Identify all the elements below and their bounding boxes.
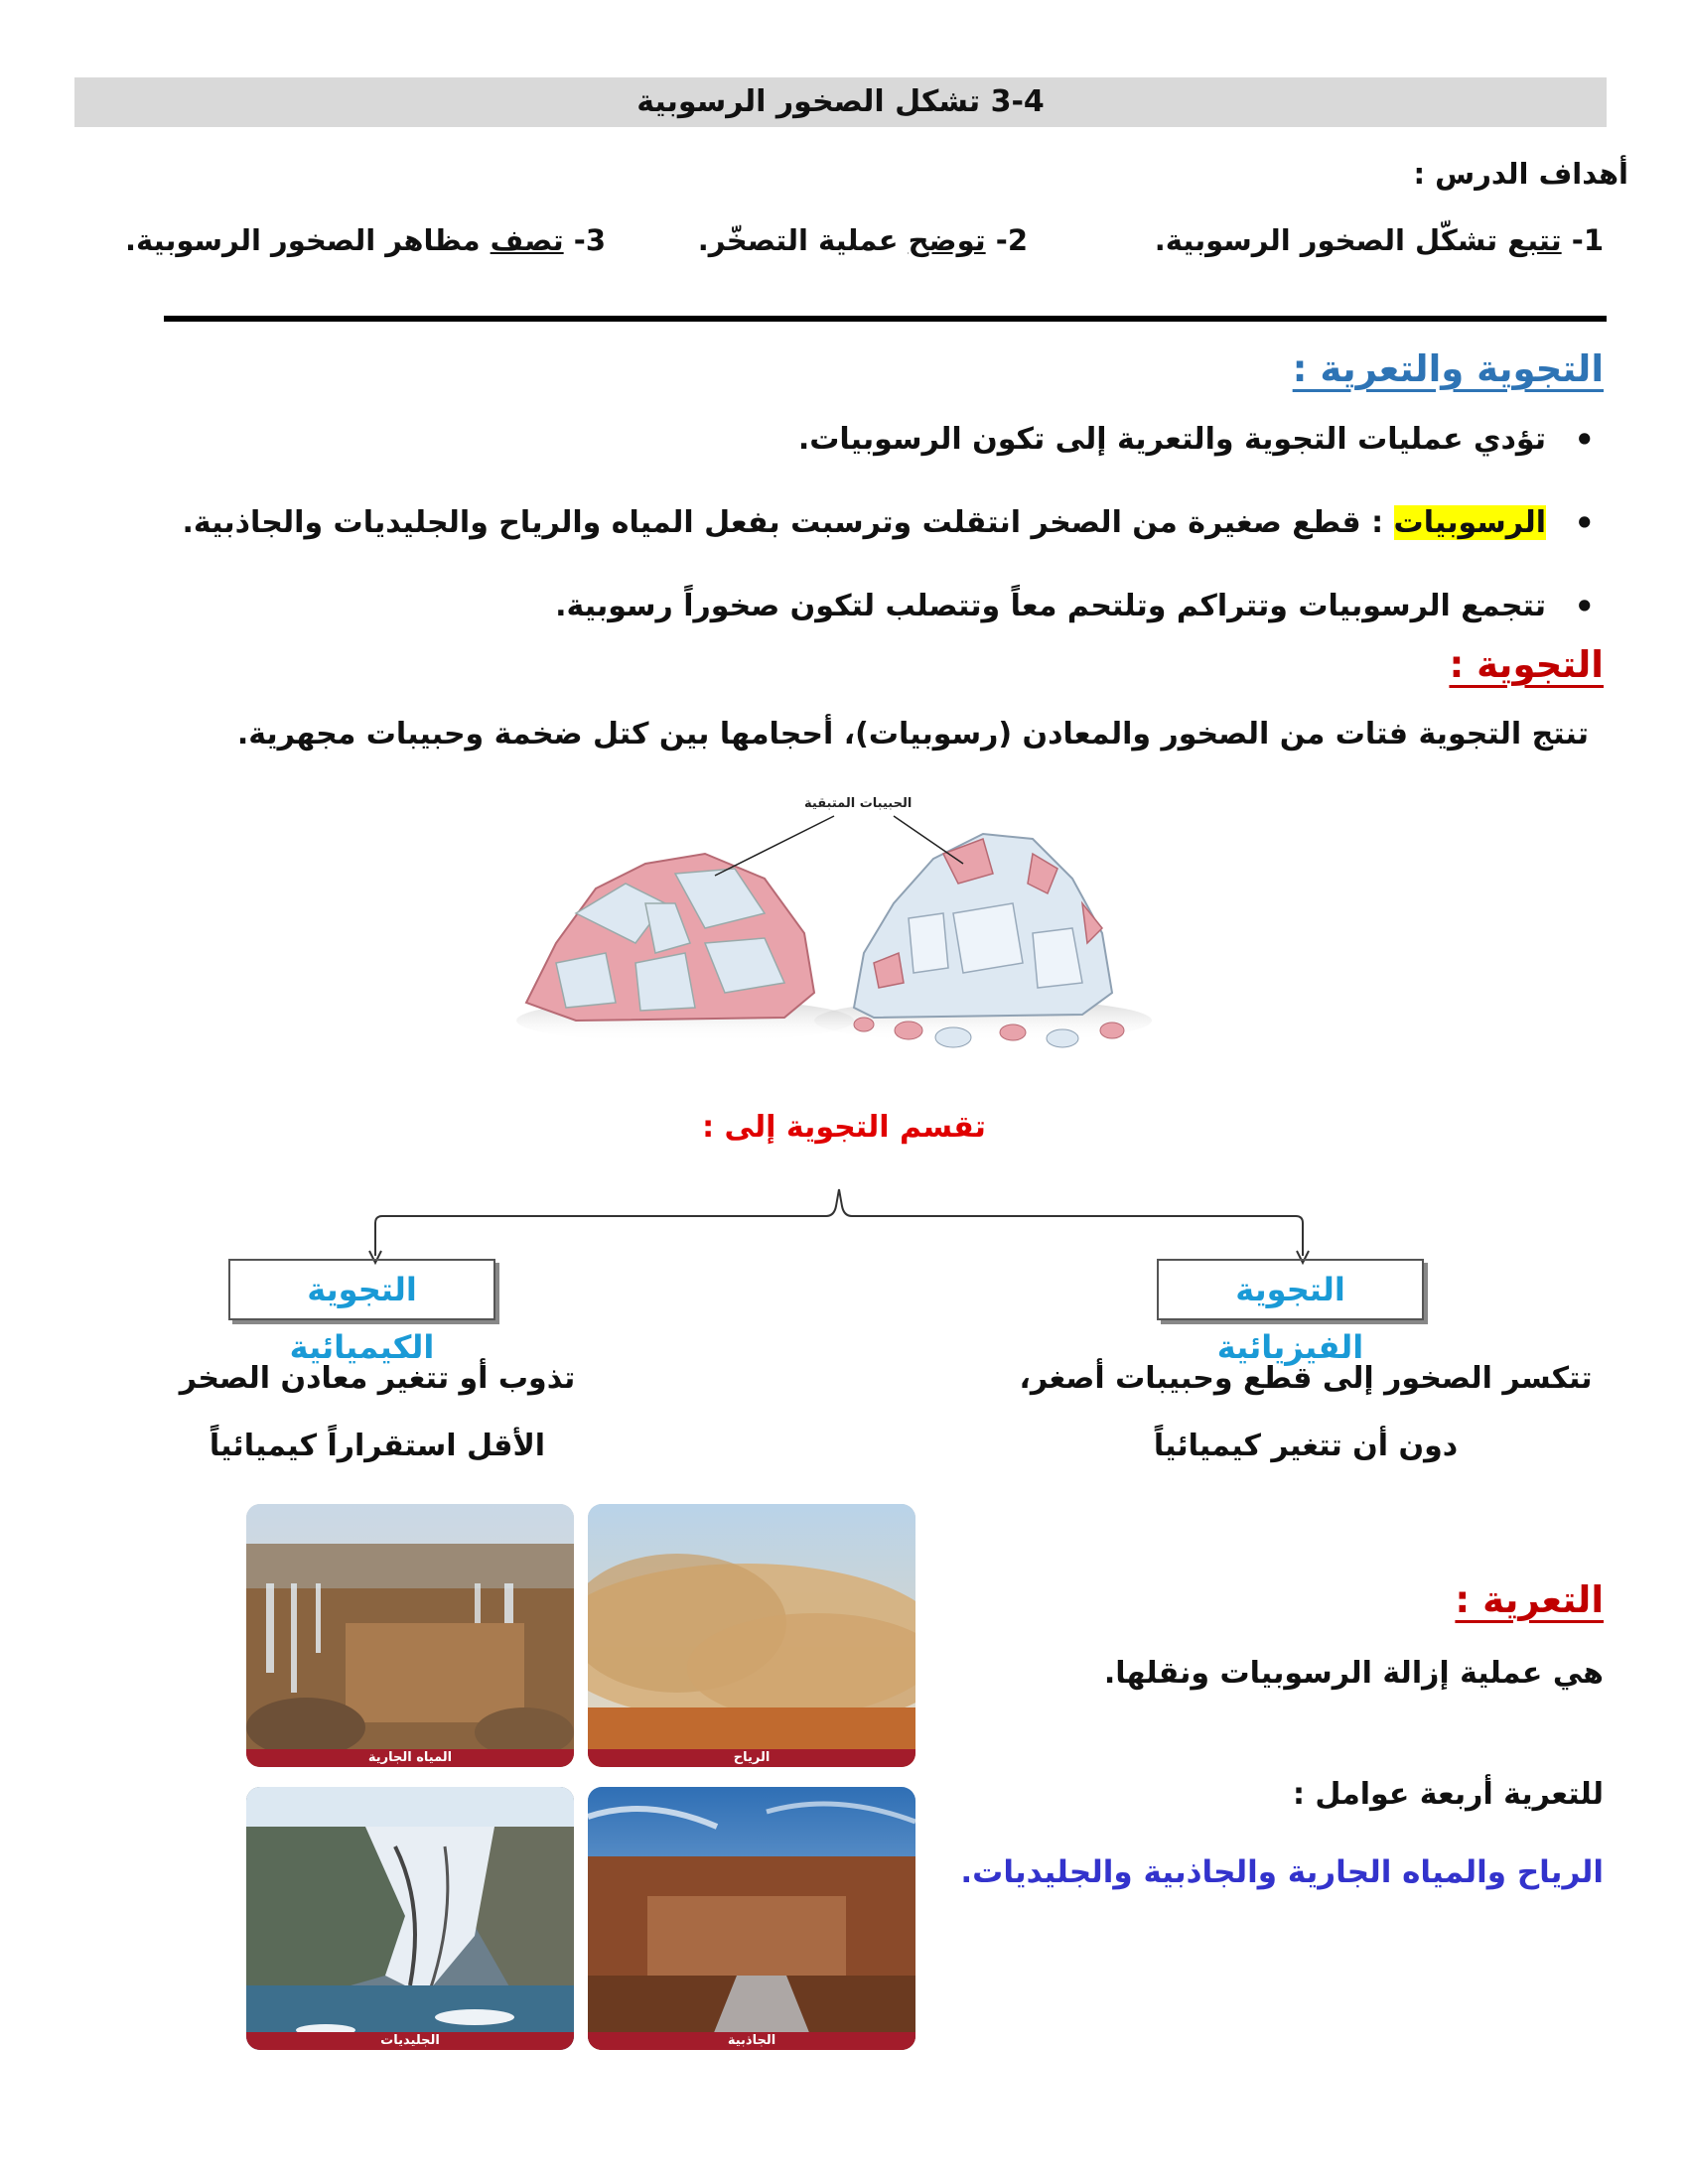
objective-number: 3- xyxy=(573,223,606,257)
erosion-heading: التعرية : xyxy=(1455,1578,1604,1621)
description-line: الأقل استقراراً كيميائياً xyxy=(209,1429,546,1463)
figure-label: الحبيبات المتبقية xyxy=(804,796,913,811)
objective-verb: تتبع xyxy=(1507,223,1562,257)
description-line: تتكسر الصخور إلى قطع وحبيبات أصغر، xyxy=(1019,1361,1593,1396)
objective-number: 2- xyxy=(995,223,1028,257)
section-divider xyxy=(164,316,1607,322)
photo-wind xyxy=(588,1504,915,1767)
photo-glaciers xyxy=(246,1787,574,2050)
objective-text: تشكّل الصخور الرسوبية. xyxy=(1154,223,1508,257)
waterfall-image xyxy=(246,1504,574,1767)
physical-weathering-box: التجوية الفيزيائية xyxy=(1157,1259,1424,1320)
erosion-factors: الرياح والمياه الجارية والجاذبية والجليديات. xyxy=(960,1854,1604,1890)
bullet-item: • تؤدي عمليات التجوية والتعرية إلى تكون الرسوبيات. xyxy=(111,417,1601,463)
bullet-item: • تتجمع الرسوبيات وتتراكم وتلتحم معاً وتتصلب لتكون صخوراً رسوبية. xyxy=(111,584,1601,629)
description-line: دون أن تتغير كيميائياً xyxy=(1153,1429,1459,1463)
weathering-text: تنتج التجوية فتات من الصخور والمعادن (رسوبيات)، أحجامها بين كتل ضخمة وحبيبات مجهرية. xyxy=(236,717,1589,751)
physical-weathering-description xyxy=(1018,1345,1594,1480)
classification-brace xyxy=(367,1181,1311,1271)
erosion-factors-label: للتعرية أربعة عوامل : xyxy=(1292,1777,1604,1812)
weathering-erosion-heading: التجوية والتعرية : xyxy=(1292,347,1604,390)
rock-weathering-figure xyxy=(516,794,1152,1052)
bullet-text: : قطع صغيرة من الصخر انتقلت وترسبت بفعل المياه والرياح والجليديات والجاذبية. xyxy=(182,505,1394,540)
rock-illustration xyxy=(516,794,1152,1052)
canyon-image xyxy=(588,1787,915,2050)
photo-gravity xyxy=(588,1787,915,2050)
lesson-title: 3-4 تشكل الصخور الرسوبية xyxy=(74,77,1607,127)
brace-lines xyxy=(367,1181,1311,1271)
objective-3 xyxy=(125,223,606,257)
sandstorm-image xyxy=(588,1504,915,1767)
objective-2 xyxy=(698,223,1028,257)
chemical-weathering-box: التجوية الكيميائية xyxy=(228,1259,495,1320)
weathering-heading: التجوية : xyxy=(1449,643,1604,686)
objective-verb: توضح xyxy=(908,223,986,257)
chemical-weathering-description xyxy=(169,1345,586,1480)
photo-caption: المياه الجارية xyxy=(246,1749,574,1767)
weathering-divides-label: تقسم التجوية إلى : xyxy=(702,1110,986,1145)
photo-caption: الجاذبية xyxy=(588,2032,915,2050)
erosion-definition: هي عملية إزالة الرسوبيات ونقلها. xyxy=(1103,1656,1604,1691)
photo-caption: الجليديات xyxy=(246,2032,574,2050)
bullet-item xyxy=(111,500,1601,546)
description-line: تذوب أو تتغير معادن الصخر xyxy=(179,1361,576,1396)
objective-verb: تصف xyxy=(490,223,564,257)
objective-1 xyxy=(1155,223,1604,257)
objectives-label: أهداف الدرس : xyxy=(1413,157,1628,191)
highlighted-term: الرسوبيات xyxy=(1393,505,1546,540)
photo-running-water xyxy=(246,1504,574,1767)
objective-text: مظاهر الصخور الرسوبية. xyxy=(125,223,491,257)
glacier-image xyxy=(246,1787,574,2050)
weathering-erosion-bullets xyxy=(111,417,1601,667)
photo-caption: الرياح xyxy=(588,1749,915,1767)
objective-number: 1- xyxy=(1571,223,1604,257)
objective-text: عملية التصخّر. xyxy=(697,223,909,257)
